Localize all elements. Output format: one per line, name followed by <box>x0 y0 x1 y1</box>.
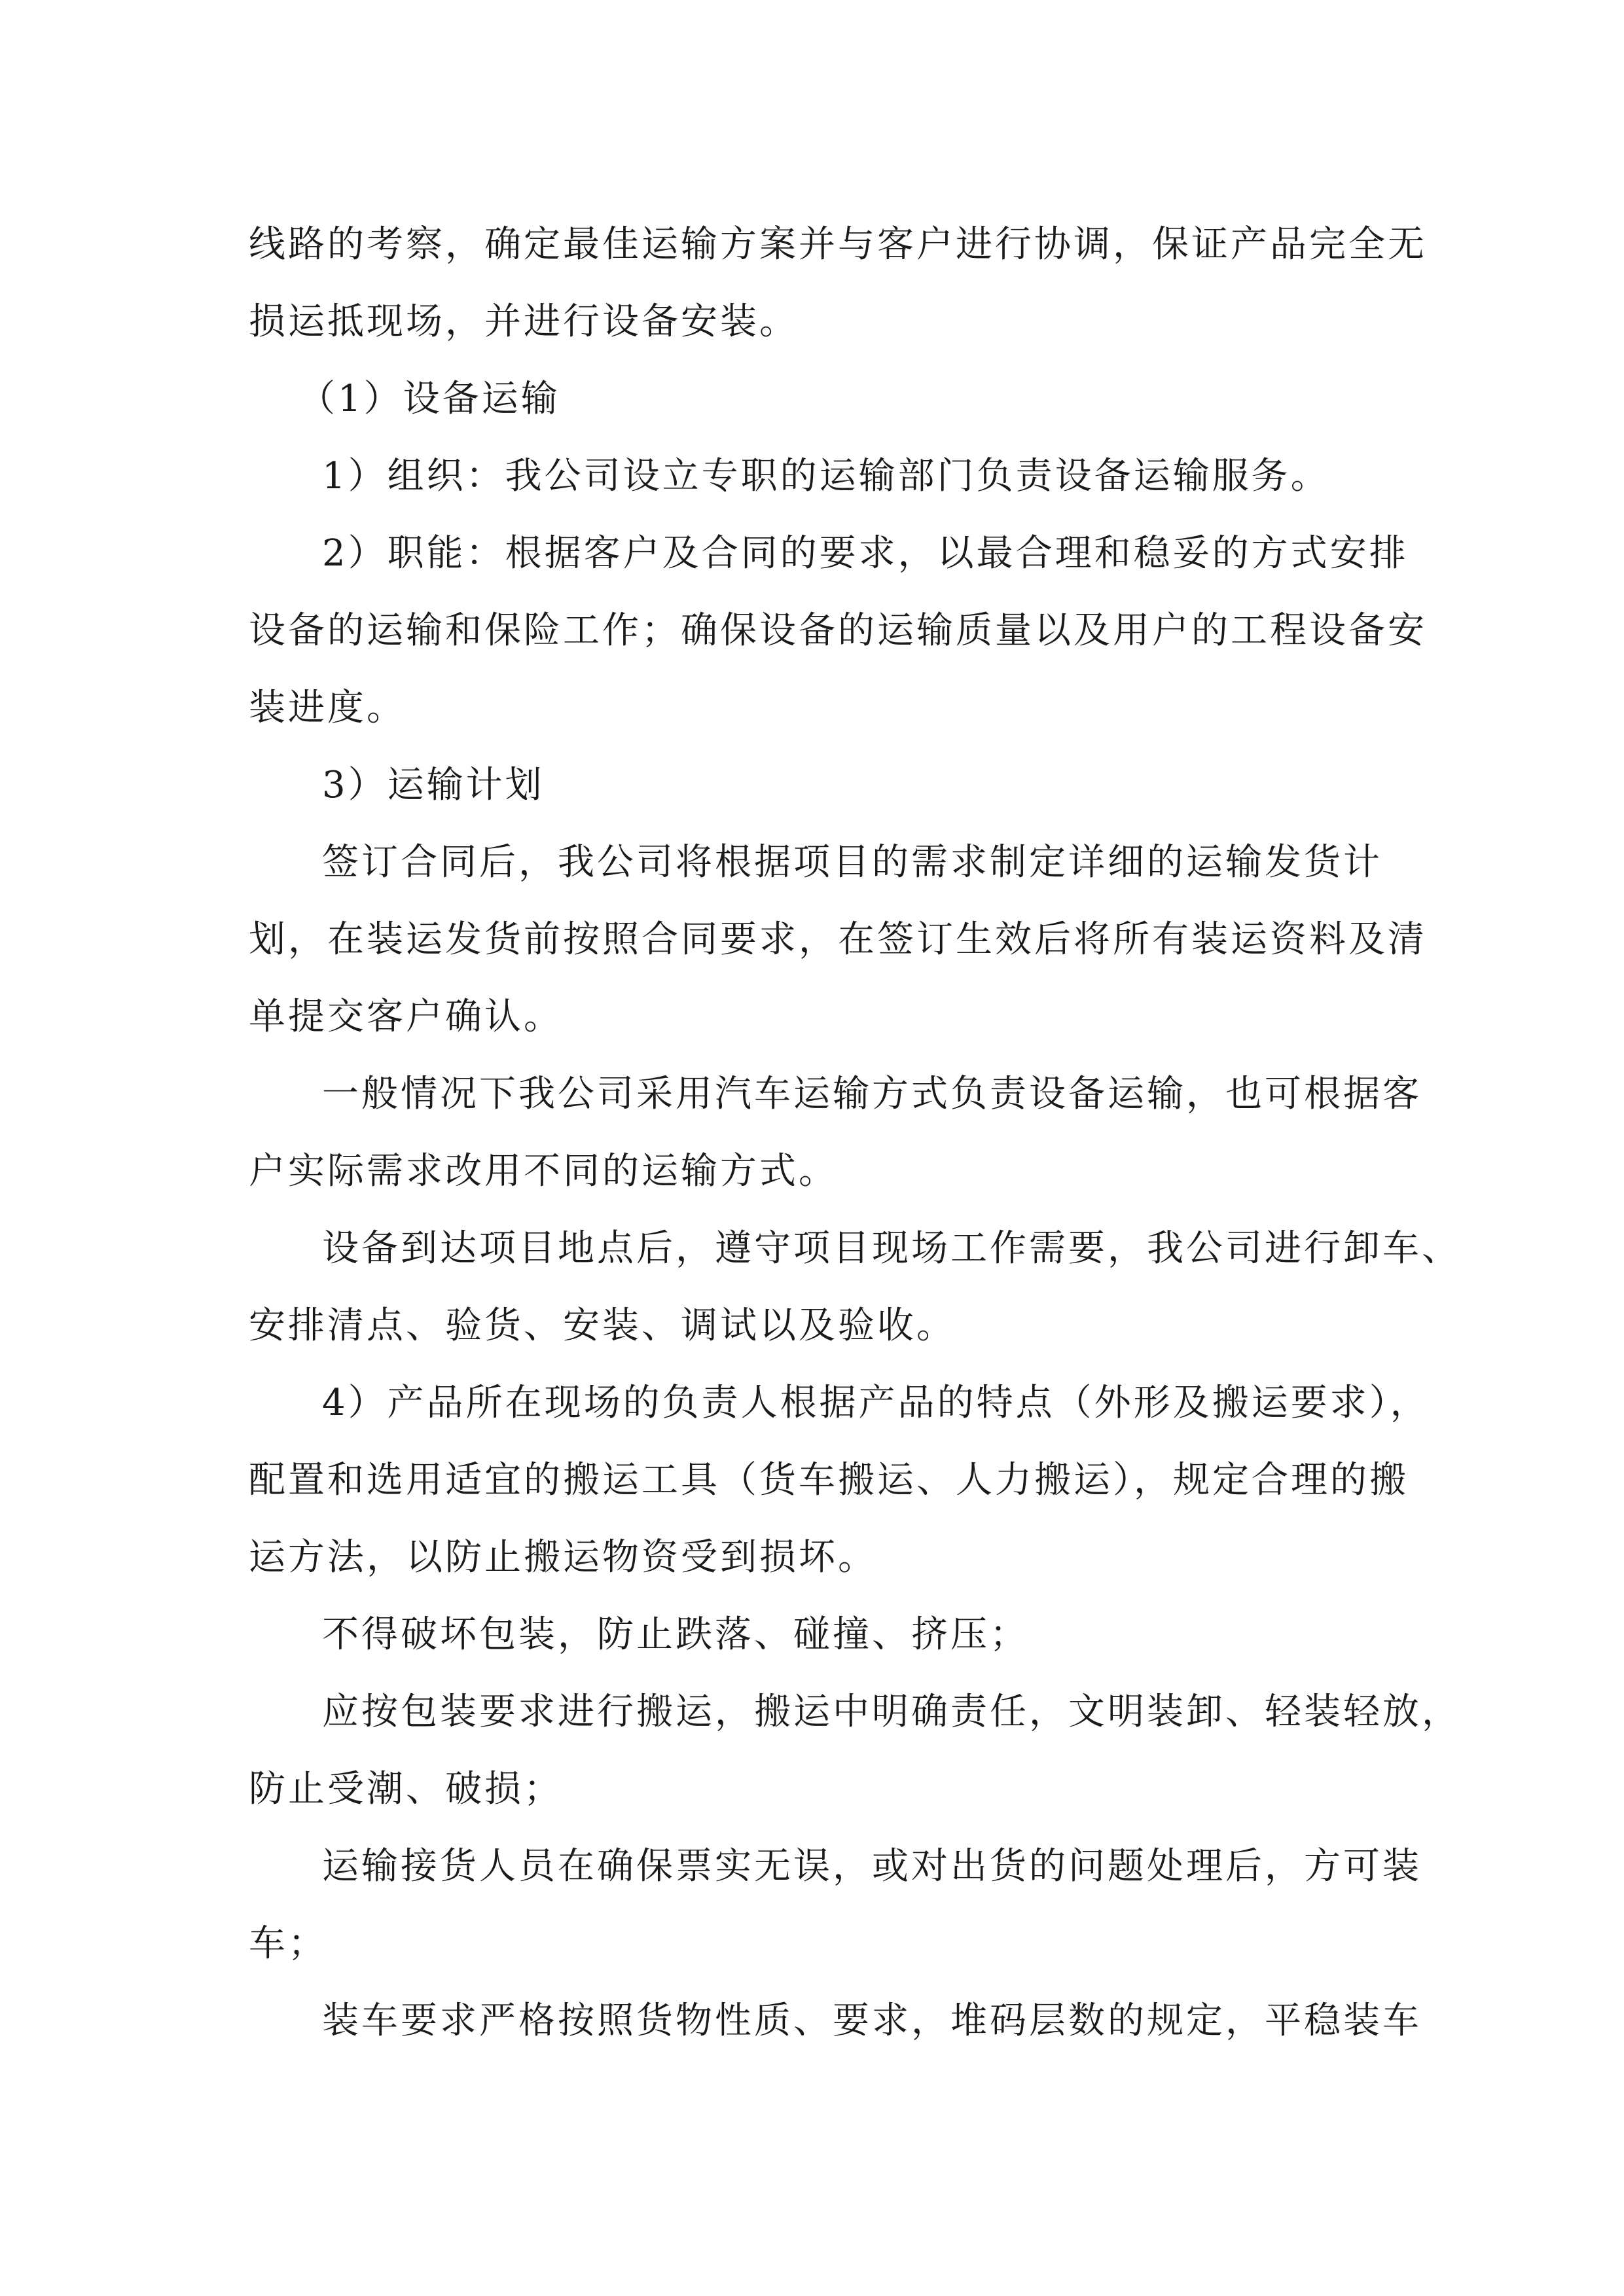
text-line-18: 运方法，以防止搬运物资受到损坏。 <box>249 1536 877 1579</box>
text-line-10: 划，在装运发货前按照合同要求，在签订生效后将所有装运资料及清 <box>249 918 1427 961</box>
text-line-24: 装车要求严格按照货物性质、要求，堆码层数的规定，平稳装车 <box>322 2000 1422 2042</box>
text-line-function: 2）职能：根据客户及合同的要求，以最合理和稳妥的方式安排 <box>322 532 1409 575</box>
document-body <box>249 206 1461 2060</box>
text-line-19: 不得破坏包装，防止跌落、碰撞、挤压； <box>322 1613 1029 1656</box>
text-line-13: 户实际需求改用不同的运输方式。 <box>249 1150 838 1193</box>
text-line-15: 安排清点、验货、安装、调试以及验收。 <box>249 1304 956 1347</box>
text-line-2: 损运抵现场，并进行设备安装。 <box>249 300 799 343</box>
text-line-17: 配置和选用适宜的搬运工具（货车搬运、人力搬运），规定合理的搬 <box>249 1459 1409 1501</box>
text-line-organization: 1）组织：我公司设立专职的运输部门负责设备运输服务。 <box>322 455 1330 497</box>
text-line-6: 设备的运输和保险工作；确保设备的运输质量以及用户的工程设备安 <box>249 609 1427 652</box>
text-line-1: 线路的考察，确定最佳运输方案并与客户进行协调，保证产品完全无 <box>249 223 1427 266</box>
text-line-23: 车； <box>249 1922 327 1965</box>
text-line-20: 应按包装要求进行搬运，搬运中明确责任，文明装卸、轻装轻放， <box>322 1691 1461 1733</box>
text-line-22: 运输接货人员在确保票实无误，或对出货的问题处理后，方可装 <box>322 1845 1422 1888</box>
section-heading-equipment-transport: （1）设备运输 <box>298 378 560 420</box>
text-line-21: 防止受潮、破损； <box>249 1768 563 1810</box>
text-line-14: 设备到达项目地点后，遵守项目现场工作需要，我公司进行卸车、 <box>322 1227 1461 1270</box>
text-line-12: 一般情况下我公司采用汽车运输方式负责设备运输，也可根据客 <box>322 1073 1422 1115</box>
text-line-11: 单提交客户确认。 <box>249 996 563 1038</box>
text-line-7: 装进度。 <box>249 687 406 729</box>
text-line-9: 签订合同后，我公司将根据项目的需求制定详细的运输发货计 <box>322 841 1382 884</box>
text-line-16: 4）产品所在现场的负责人根据产品的特点（外形及搬运要求）， <box>322 1382 1430 1424</box>
subheading-transport-plan: 3）运输计划 <box>322 764 545 806</box>
